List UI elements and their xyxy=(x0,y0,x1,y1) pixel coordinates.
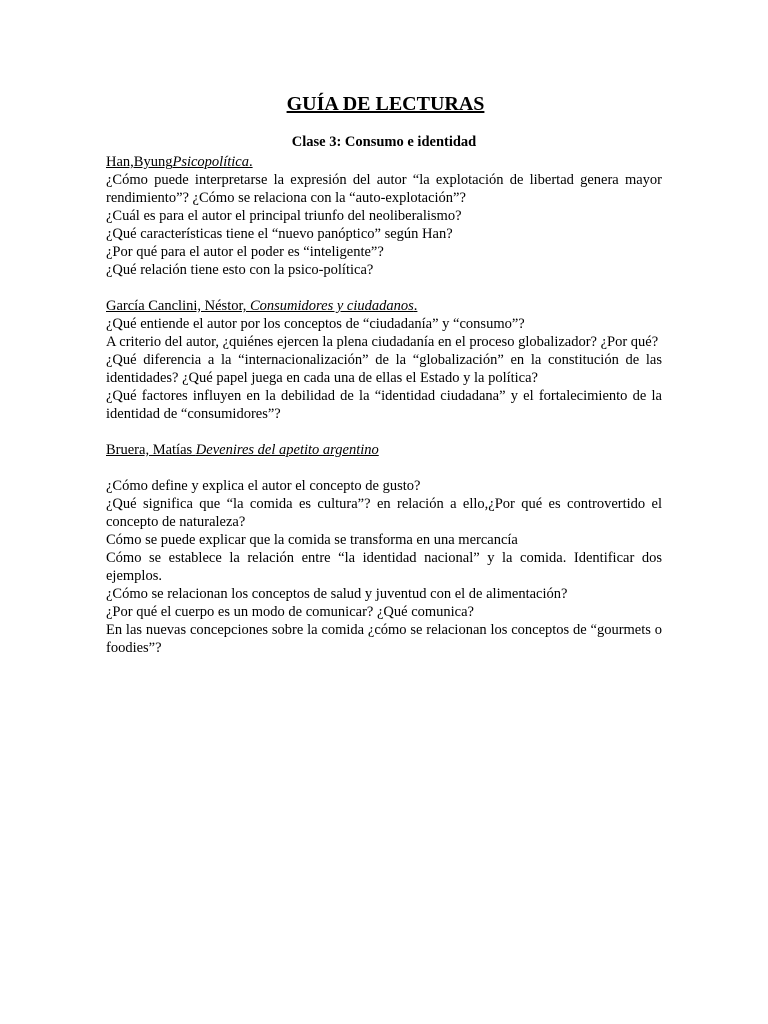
reference-author: Bruera, Matías xyxy=(106,442,196,458)
question-item: ¿Qué factores influyen en la debilidad de la “identidad ciudadana” y el fortalecimiento de la identidad de “consumidores”? xyxy=(106,388,662,422)
reference-work: Devenires del apetito argentino xyxy=(195,442,379,458)
reference-trail: . xyxy=(248,154,253,170)
question-item: ¿Cuál es para el autor el principal triunfo del neoliberalismo? xyxy=(106,208,462,224)
document-page xyxy=(106,92,662,657)
reference-author: Han,Byung xyxy=(106,154,173,170)
reading-section-garcia-canclini xyxy=(106,297,662,423)
question-item: ¿Cómo define y explica el autor el concepto de gusto? xyxy=(106,478,421,494)
question-item: A criterio del autor, ¿quiénes ejercen la plena ciudadanía en el proceso globalizador? ¿Por qué? xyxy=(106,334,659,350)
document-title: GUÍA DE LECTURAS xyxy=(286,93,485,115)
question-item: ¿Qué diferencia a la “internacionalización” de la “globalización” en la constitución de las identidades? ¿Qué papel juega en cada una de ellas el Estado y la política? xyxy=(106,352,662,386)
question-item: ¿Cómo puede interpretarse la expresión del autor “la explotación de libertad genera mayor rendimiento”? ¿Cómo se relaciona con la “auto-explotación”? xyxy=(106,172,662,206)
question-item: En las nuevas concepciones sobre la comida ¿cómo se relacionan los conceptos de “gourmets o foodies”? xyxy=(106,622,662,656)
reading-section-han xyxy=(106,153,662,279)
reading-section-bruera xyxy=(106,441,662,657)
section-heading xyxy=(106,441,662,459)
question-item: ¿Qué relación tiene esto con la psico-política? xyxy=(106,262,374,278)
question-item: ¿Qué entiende el autor por los conceptos de “ciudadanía” y “consumo”? xyxy=(106,316,525,332)
reference-author: García Canclini, Néstor, xyxy=(106,298,250,314)
reference-underline xyxy=(106,298,417,314)
question-item: Cómo se establece la relación entre “la identidad nacional” y la comida. Identificar dos ejemplos. xyxy=(106,550,662,584)
section-heading xyxy=(106,297,662,315)
question-item: ¿Cómo se relacionan los conceptos de salud y juventud con el de alimentación? xyxy=(106,586,568,602)
reference-trail: . xyxy=(413,298,418,314)
question-item: ¿Por qué para el autor el poder es “inteligente”? xyxy=(106,244,384,260)
reference-work: Consumidores y ciudadanos xyxy=(249,298,414,314)
section-spacer xyxy=(106,423,662,441)
reference-underline xyxy=(106,442,379,458)
class-heading: Clase 3: Consumo e identidad xyxy=(291,134,477,150)
section-spacer xyxy=(106,279,662,297)
question-item: Cómo se puede explicar que la comida se transforma en una mercancía xyxy=(106,532,518,548)
question-item: ¿Qué características tiene el “nuevo panóptico” según Han? xyxy=(106,226,453,242)
question-item: ¿Por qué el cuerpo es un modo de comunicar? ¿Qué comunica? xyxy=(106,604,474,620)
reference-underline xyxy=(106,154,253,170)
reference-work: Psicopolítica xyxy=(172,154,249,170)
section-heading xyxy=(106,153,662,171)
question-item: ¿Qué significa que “la comida es cultura”? en relación a ello,¿Por qué es controvertido el concepto de naturaleza? xyxy=(106,496,662,530)
